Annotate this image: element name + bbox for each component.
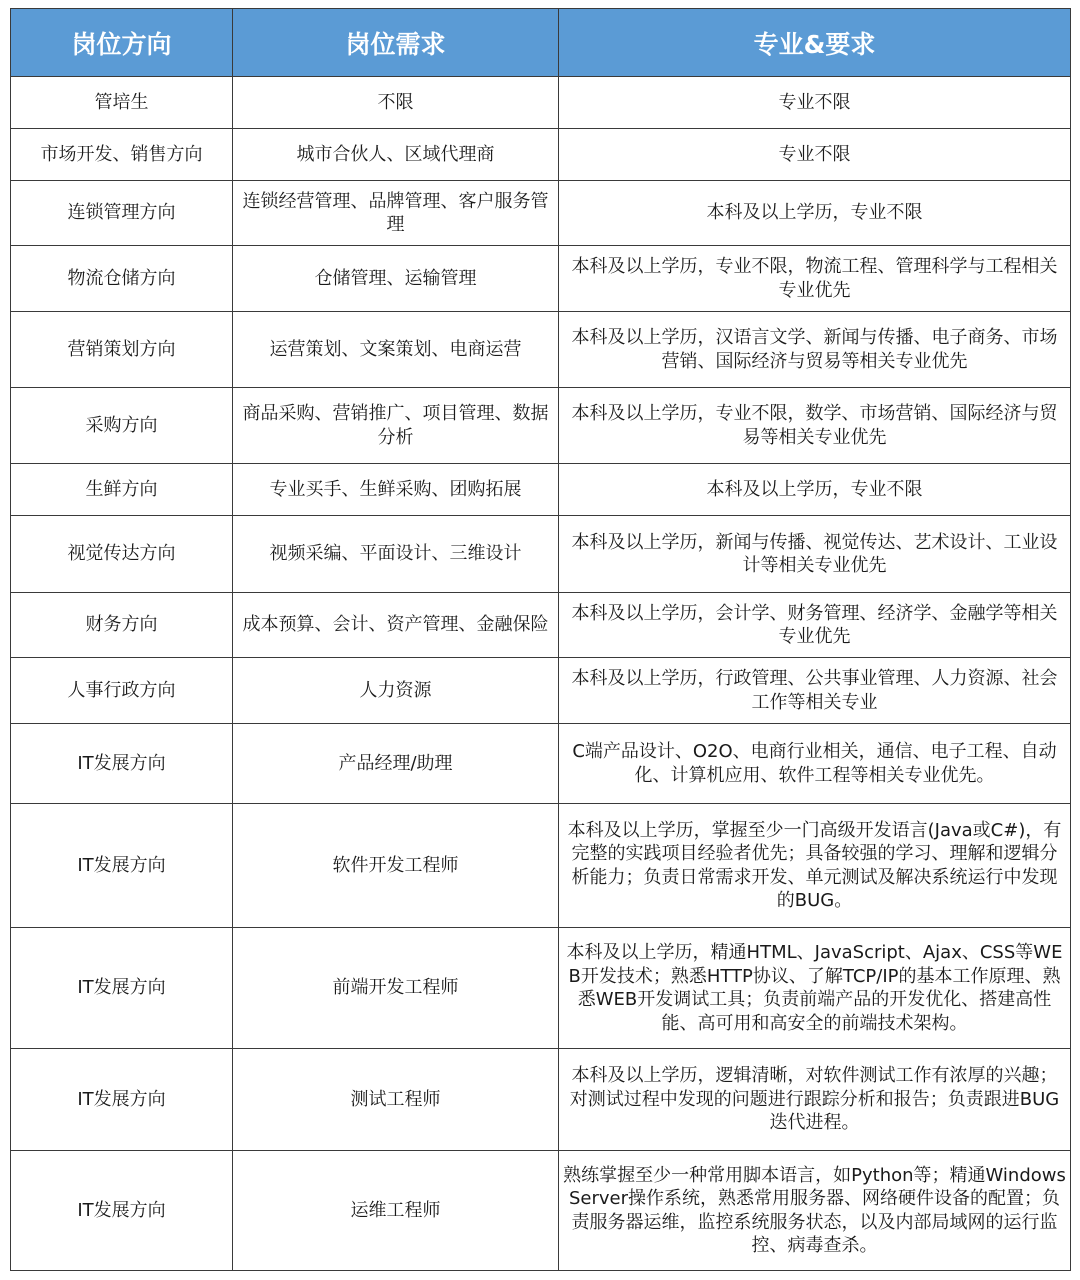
cell-requirement: 熟练掌握至少一种常用脚本语言，如Python等；精通Windows Server操作系统，熟悉常用服务器、网络硬件设备的配置；负责服务器运维，监控系统服务状态，以及内部局域网的运行监控、病毒查杀。 [559,1151,1071,1271]
cell-requirement: 本科及以上学历，专业不限 [559,181,1071,246]
table-row [11,724,1071,804]
cell-need: 连锁经营管理、品牌管理、客户服务管理 [233,181,559,246]
table-row [11,804,1071,928]
cell-requirement: 本科及以上学历，专业不限，数学、市场营销、国际经济与贸易等相关专业优先 [559,388,1071,464]
cell-direction: 连锁管理方向 [11,181,233,246]
cell-direction: IT发展方向 [11,1151,233,1271]
cell-direction: 视觉传达方向 [11,516,233,593]
table-row [11,928,1071,1049]
table-row [11,464,1071,516]
cell-need: 产品经理/助理 [233,724,559,804]
table-row [11,1049,1071,1151]
table-row [11,77,1071,129]
cell-requirement: 本科及以上学历，新闻与传播、视觉传达、艺术设计、工业设计等相关专业优先 [559,516,1071,593]
table-row [11,312,1071,388]
table-row [11,516,1071,593]
cell-requirement: 专业不限 [559,129,1071,181]
header-direction: 岗位方向 [11,9,233,77]
cell-requirement: 本科及以上学历，行政管理、公共事业管理、人力资源、社会工作等相关专业 [559,658,1071,724]
table-row [11,1151,1071,1271]
table-row [11,593,1071,658]
cell-requirement: 专业不限 [559,77,1071,129]
cell-direction: 市场开发、销售方向 [11,129,233,181]
cell-need: 仓储管理、运输管理 [233,246,559,312]
cell-direction: 生鲜方向 [11,464,233,516]
cell-direction: 人事行政方向 [11,658,233,724]
table-row [11,388,1071,464]
cell-need: 不限 [233,77,559,129]
cell-requirement: 本科及以上学历，专业不限，物流工程、管理科学与工程相关专业优先 [559,246,1071,312]
cell-requirement: 本科及以上学历，逻辑清晰，对软件测试工作有浓厚的兴趣；对测试过程中发现的问题进行跟踪分析和报告；负责跟进BUG迭代进程。 [559,1049,1071,1151]
cell-need: 测试工程师 [233,1049,559,1151]
cell-need: 商品采购、营销推广、项目管理、数据分析 [233,388,559,464]
cell-direction: 管培生 [11,77,233,129]
cell-direction: 采购方向 [11,388,233,464]
cell-direction: 财务方向 [11,593,233,658]
cell-direction: IT发展方向 [11,1049,233,1151]
header-row [11,9,1071,77]
header-requirement: 专业&要求 [559,9,1071,77]
table-row [11,246,1071,312]
cell-need: 成本预算、会计、资产管理、金融保险 [233,593,559,658]
cell-need: 前端开发工程师 [233,928,559,1049]
cell-requirement: 本科及以上学历，会计学、财务管理、经济学、金融学等相关专业优先 [559,593,1071,658]
header-need: 岗位需求 [233,9,559,77]
cell-direction: IT发展方向 [11,804,233,928]
recruitment-table [10,8,1071,1271]
cell-need: 专业买手、生鲜采购、团购拓展 [233,464,559,516]
cell-direction: IT发展方向 [11,724,233,804]
cell-need: 运营策划、文案策划、电商运营 [233,312,559,388]
cell-requirement: C端产品设计、O2O、电商行业相关，通信、电子工程、自动化、计算机应用、软件工程等相关专业优先。 [559,724,1071,804]
recruitment-table-container [10,8,1070,1271]
cell-direction: 营销策划方向 [11,312,233,388]
cell-need: 运维工程师 [233,1151,559,1271]
cell-direction: IT发展方向 [11,928,233,1049]
table-row [11,129,1071,181]
cell-direction: 物流仓储方向 [11,246,233,312]
cell-need: 城市合伙人、区域代理商 [233,129,559,181]
cell-requirement: 本科及以上学历，精通HTML、JavaScript、Ajax、CSS等WEB开发技术；熟悉HTTP协议、了解TCP/IP的基本工作原理、熟悉WEB开发调试工具；负责前端产品的开发优化、搭建高性能、高可用和高安全的前端技术架构。 [559,928,1071,1049]
table-row [11,181,1071,246]
cell-need: 软件开发工程师 [233,804,559,928]
cell-need: 人力资源 [233,658,559,724]
cell-requirement: 本科及以上学历，专业不限 [559,464,1071,516]
cell-need: 视频采编、平面设计、三维设计 [233,516,559,593]
table-row [11,658,1071,724]
cell-requirement: 本科及以上学历，掌握至少一门高级开发语言(Java或C#)，有完整的实践项目经验者优先；具备较强的学习、理解和逻辑分析能力；负责日常需求开发、单元测试及解决系统运行中发现的BUG。 [559,804,1071,928]
cell-requirement: 本科及以上学历，汉语言文学、新闻与传播、电子商务、市场营销、国际经济与贸易等相关专业优先 [559,312,1071,388]
